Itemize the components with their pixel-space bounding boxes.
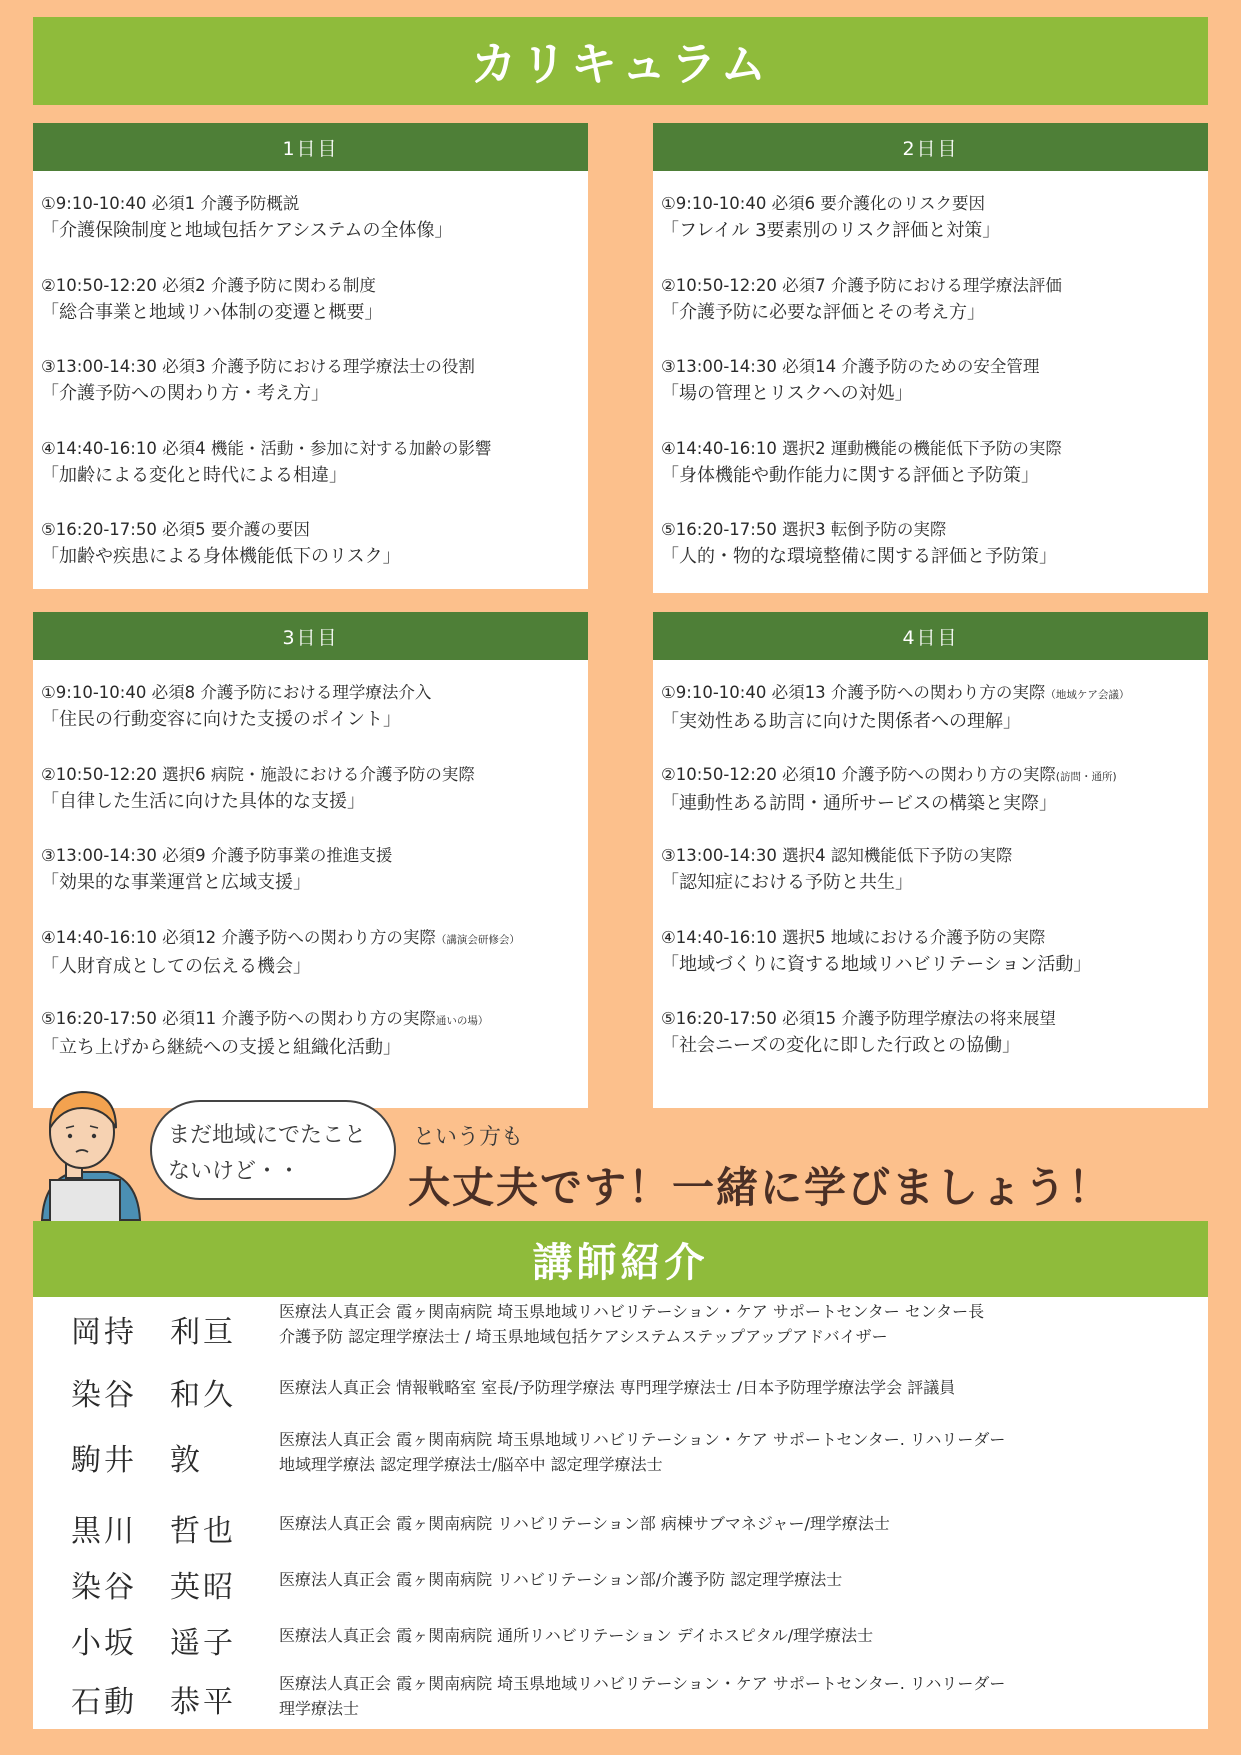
session-title: 「場の管理とリスクへの対処」 (661, 383, 913, 404)
session-time: ③13:00-14:30 必須14 介護予防のための安全管理 (661, 357, 1040, 376)
session-time: ①9:10-10:40 必須6 要介護化のリスク要因 (661, 194, 986, 213)
session-title: 「身体機能や動作能力に関する評価と予防策」 (661, 464, 1039, 486)
session-item (41, 436, 588, 518)
day-header (653, 123, 1208, 171)
session-title: 「認知症における予防と共生」 (661, 872, 913, 893)
session-time (661, 680, 1208, 708)
session-time-text: ①9:10-10:40 必須13 介護予防への関わり方の実際 (661, 683, 1046, 702)
session-item (41, 354, 588, 436)
session-item (41, 925, 588, 1007)
day-header (33, 123, 588, 171)
instructor-desc-1: 医療法人真正会 霞ヶ関南病院 リハビリテーション部/介護予防 認定理学療法士 (279, 1570, 843, 1589)
session-item (41, 517, 588, 599)
session-title: 「加齢による変化と時代による相違」 (41, 464, 347, 486)
session-note: (訪問・通所) (1055, 770, 1117, 783)
session-title: 「人的・物的な環境整備に関する評価と予防策」 (661, 546, 1057, 567)
session-item (661, 1006, 1208, 1088)
instructor-banner (33, 1221, 1208, 1297)
day-card-4 (653, 612, 1208, 1108)
session-title: 「社会ニーズの変化に即した行政との協働」 (661, 1035, 1021, 1056)
session-time: ⑤16:20-17:50 必須5 要介護の要因 (41, 520, 310, 539)
instructor-name: 石動 恭平 (71, 1685, 236, 1720)
session-time: ③13:00-14:30 必須9 介護予防事業の推進支援 (41, 846, 393, 865)
session-title: 「住民の行動変容に向けた支援のポイント」 (41, 709, 401, 730)
session-item (661, 680, 1208, 762)
session-title: 「自律した生活に向けた具体的な支援」 (41, 790, 365, 812)
session-note: （講演会研修会） (435, 933, 520, 946)
speech-bubble (150, 1100, 396, 1200)
instructor-list (33, 1297, 1208, 1729)
day-label: 4日目 (902, 626, 959, 649)
session-title: 「効果的な事業運営と広域支援」 (41, 872, 311, 893)
instructor-name: 岡持 利亘 (71, 1315, 236, 1350)
session-time: ①9:10-10:40 必須8 介護予防における理学療法介入 (41, 683, 432, 702)
person-with-laptop-illustration (36, 1080, 146, 1225)
session-item (661, 925, 1208, 1007)
session-time: ④14:40-16:10 選択2 運動機能の機能低下予防の実際 (661, 438, 1062, 458)
session-title: 「実効性ある助言に向けた関係者への理解」 (661, 711, 1021, 732)
session-note: （地域ケア会議） (1045, 689, 1130, 701)
instructor-desc-2: 介護予防 認定理学療法士 / 埼玉県地域包括ケアシステムステップアップアドバイザー (279, 1327, 888, 1346)
instructor-desc-1: 医療法人真正会 霞ヶ関南病院 埼玉県地域リハビリテーション・ケア サポートセンター センター長 (279, 1302, 985, 1321)
session-item (41, 1006, 588, 1088)
sub-message: という方も (413, 1125, 524, 1150)
instructor-name: 小坂 遥子 (71, 1626, 236, 1661)
session-title: 「総合事業と地域リハ体制の変遷と概要」 (41, 301, 383, 323)
session-item (41, 191, 588, 273)
session-time-text: ④14:40-16:10 必須12 介護予防への関わり方の実際 (41, 927, 436, 947)
day-label: 3日目 (282, 626, 339, 649)
day-label: 1日目 (282, 137, 339, 160)
session-item (661, 436, 1208, 518)
session-item (661, 191, 1208, 273)
curriculum-banner (33, 17, 1208, 105)
session-time-text: ⑤16:20-17:50 必須11 介護予防への関わり方の実際 (41, 1009, 436, 1028)
session-item (41, 273, 588, 355)
session-time: ③13:00-14:30 必須3 介護予防における理学療法士の役割 (41, 357, 475, 376)
bubble-line-1: まだ地域にでたこと (168, 1123, 367, 1148)
instructor-title: 講師紹介 (532, 1239, 709, 1286)
session-time: ②10:50-12:20 必須2 介護予防に関わる制度 (41, 275, 376, 295)
session-item (661, 354, 1208, 436)
session-item (41, 680, 588, 762)
session-time (41, 925, 588, 953)
session-title: 「連動性ある訪問・通所サービスの構築と実際」 (661, 792, 1057, 814)
session-time: ⑤16:20-17:50 必須15 介護予防理学療法の将来展望 (661, 1009, 1056, 1028)
instructor-desc-2: 理学療法士 (279, 1699, 360, 1718)
instructor-name: 染谷 英昭 (71, 1570, 236, 1605)
session-item (41, 843, 588, 925)
session-time (661, 762, 1208, 790)
session-time (41, 1006, 588, 1034)
session-title: 「介護予防に必要な評価とその考え方」 (661, 301, 985, 323)
session-title: 「立ち上げから継続への支援と組織化活動」 (41, 1037, 401, 1058)
session-title: 「介護予防への関わり方・考え方」 (41, 383, 329, 404)
instructor-desc-1: 医療法人真正会 情報戦略室 室長/予防理学療法 専門理学療法士 /日本予防理学療法学会 評議員 (279, 1378, 956, 1397)
instructor-name: 駒井 敦 (71, 1443, 203, 1478)
session-time: ④14:40-16:10 選択5 地域における介護予防の実際 (661, 927, 1046, 947)
session-time: ②10:50-12:20 選択6 病院・施設における介護予防の実際 (41, 764, 475, 784)
instructor-desc-1: 医療法人真正会 霞ヶ関南病院 埼玉県地域リハビリテーション・ケア サポートセンター. リハリーダー (279, 1674, 1006, 1693)
session-item (661, 517, 1208, 599)
session-title: 「加齢や疾患による身体機能低下のリスク」 (41, 546, 401, 567)
day-label: 2日目 (902, 137, 959, 160)
session-item (661, 273, 1208, 355)
session-title: 「地域づくりに資する地域リハビリテーション活動」 (661, 953, 1092, 975)
session-time: ③13:00-14:30 選択4 認知機能低下予防の実際 (661, 846, 1013, 865)
main-message: 大丈夫です！一緒に学びましょう！ (408, 1163, 1113, 1212)
day-card-2 (653, 123, 1208, 593)
day-header (653, 612, 1208, 660)
instructor-desc-1: 医療法人真正会 霞ヶ関南病院 埼玉県地域リハビリテーション・ケア サポートセンター. リハリーダー (279, 1430, 1006, 1449)
session-item (661, 762, 1208, 844)
session-title: 「人財育成としての伝える機会」 (41, 955, 311, 977)
instructor-desc-2: 地域理学療法 認定理学療法士/脳卒中 認定理学療法士 (279, 1455, 663, 1474)
session-title: 「介護保険制度と地域包括ケアシステムの全体像」 (41, 220, 453, 241)
instructor-name: 黒川 哲也 (71, 1514, 236, 1549)
session-time-text: ②10:50-12:20 必須10 介護予防への関わり方の実際 (661, 764, 1056, 784)
day-card-3 (33, 612, 588, 1108)
instructor-desc-1: 医療法人真正会 霞ヶ関南病院 通所リハビリテーション デイホスピタル/理学療法士 (279, 1626, 874, 1645)
session-item (41, 762, 588, 844)
instructor-name: 染谷 和久 (71, 1378, 236, 1413)
session-time: ②10:50-12:20 必須7 介護予防における理学療法評価 (661, 275, 1062, 295)
day-header (33, 612, 588, 660)
curriculum-title: カリキュラム (470, 37, 771, 91)
session-time: ⑤16:20-17:50 選択3 転倒予防の実際 (661, 520, 947, 539)
session-time: ①9:10-10:40 必須1 介護予防概説 (41, 194, 300, 213)
session-item (661, 843, 1208, 925)
session-note: 通いの場） (435, 1015, 489, 1027)
session-time: ④14:40-16:10 必須4 機能・活動・参加に対する加齢の影響 (41, 438, 492, 458)
bubble-line-2: ないけど・・ (168, 1159, 301, 1184)
session-title: 「フレイル 3要素別のリスク評価と対策」 (661, 220, 1001, 241)
day-card-1 (33, 123, 588, 589)
instructor-desc-1: 医療法人真正会 霞ヶ関南病院 リハビリテーション部 病棟サブマネジャー/理学療法士 (279, 1514, 890, 1533)
